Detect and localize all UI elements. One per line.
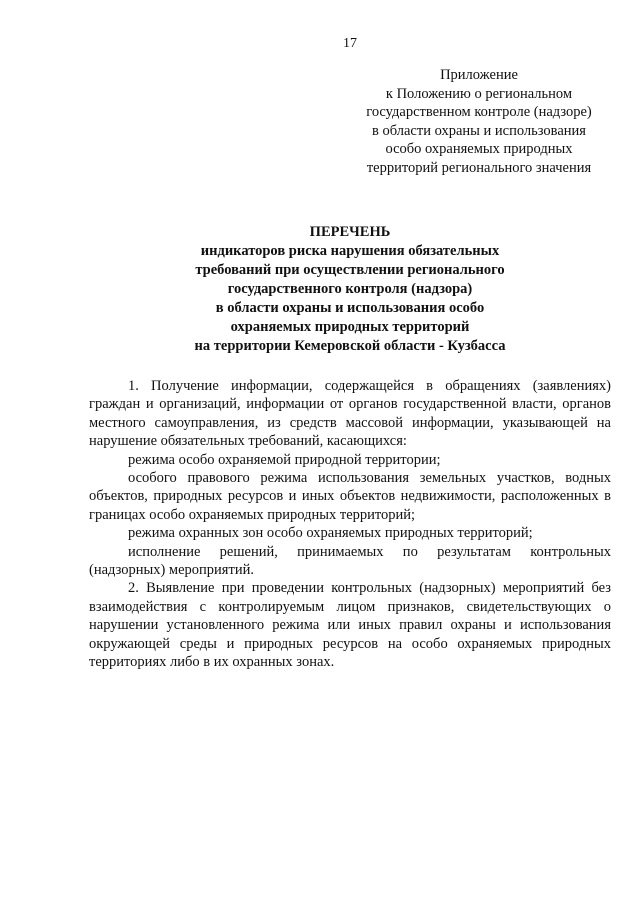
appendix-line: в области охраны и использования bbox=[372, 122, 586, 139]
document-title bbox=[150, 223, 550, 356]
appendix-header bbox=[344, 66, 614, 177]
appendix-line: к Положению о региональном bbox=[385, 85, 573, 102]
body-paragraph: 1. Получение информации, содержащейся в обращениях (заявлениях) граждан и организаций, информации от органов государственной власти, органов местного самоуправления, из средств массовой информации, указывающей на нарушение обязательных требований, касающихся: bbox=[89, 378, 611, 450]
title-line: индикаторов риска нарушения обязательных bbox=[200, 243, 500, 259]
appendix-line: Приложение bbox=[440, 67, 518, 83]
document-body bbox=[89, 377, 611, 672]
body-paragraph: 2. Выявление при проведении контрольных (надзорных) мероприятий без взаимодействия с контролируемым лицом признаков, свидетельствующих о нарушении установленного режима или иных правил охраны и использования окружающей среды и природных ресурсов на особо охраняемых природных территориях либо в их охранных зонах. bbox=[89, 580, 611, 671]
appendix-line: государственном контроле (надзоре) bbox=[366, 104, 592, 120]
title-line: государственного контроля (надзора) bbox=[227, 281, 473, 297]
appendix-line: территорий регионального значения bbox=[366, 159, 592, 176]
title-line: требований при осуществлении регионального bbox=[195, 262, 505, 278]
title-heading: ПЕРЕЧЕНЬ bbox=[309, 224, 391, 240]
body-paragraph: особого правового режима использования земельных участков, водных объектов, природных ресурсов и иных объектов недвижимости, расположенных в границах особо охраняемых природных территорий; bbox=[89, 470, 611, 523]
title-line: на территории Кемеровской области - Кузбасса bbox=[194, 338, 506, 354]
body-paragraph: режима особо охраняемой природной территории; bbox=[128, 451, 441, 468]
title-line: в области охраны и использования особо bbox=[215, 300, 485, 316]
title-line: охраняемых природных территорий bbox=[230, 319, 470, 335]
page-number: 17 bbox=[343, 36, 357, 51]
body-paragraph: исполнение решений, принимаемых по результатам контрольных (надзорных) мероприятий. bbox=[89, 543, 611, 579]
appendix-line: особо охраняемых природных bbox=[385, 141, 573, 157]
body-paragraph: режима охранных зон особо охраняемых природных территорий; bbox=[128, 525, 533, 542]
